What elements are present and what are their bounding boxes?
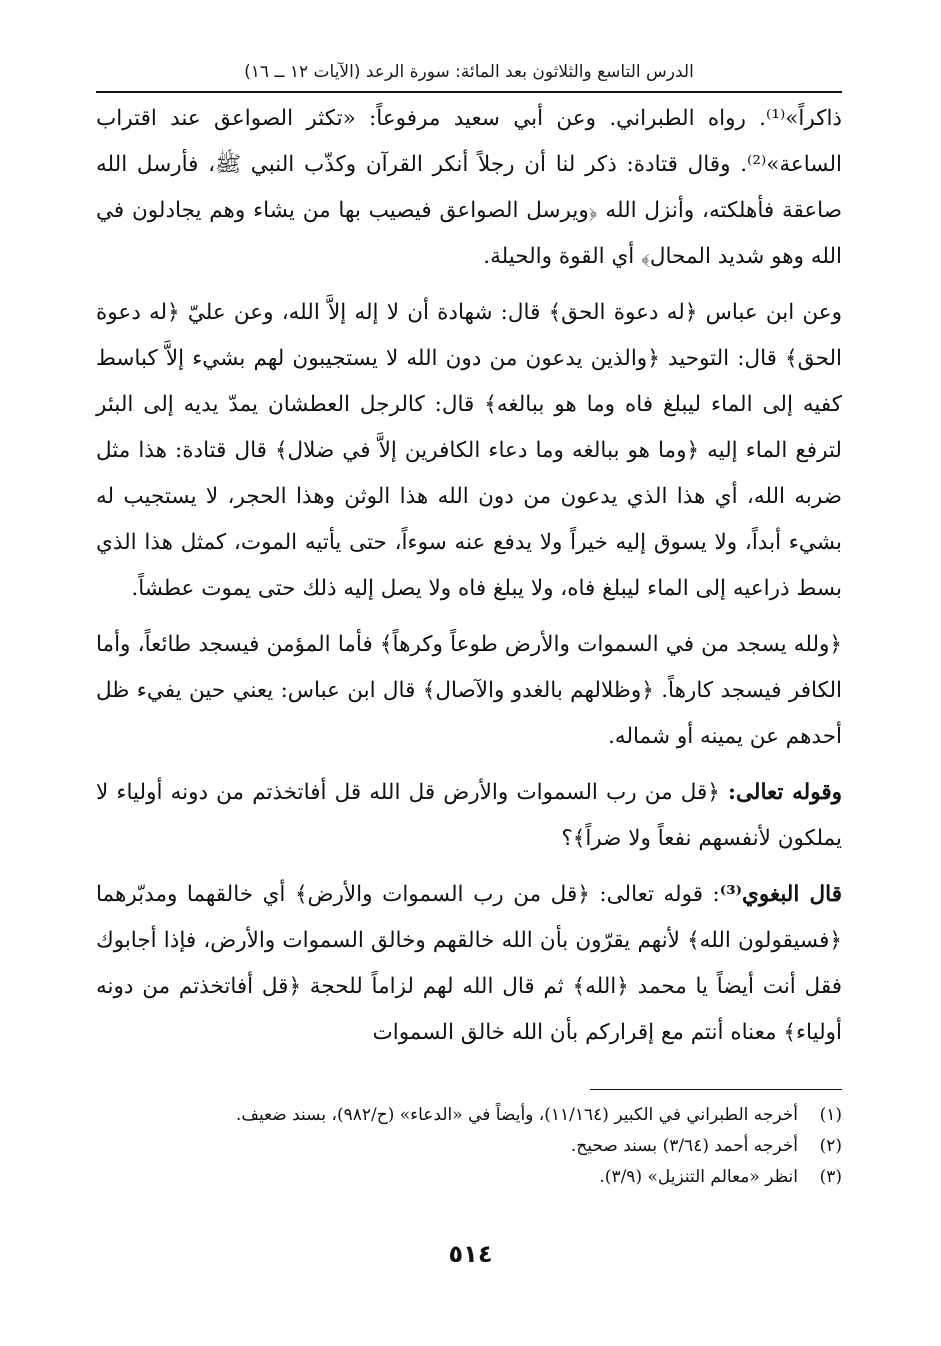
footnote-3-number: (٣): [819, 1167, 842, 1187]
paragraph-3: ﴿ولله يسجد من في السموات والأرض طوعاً وكرهاً﴾ فأما المؤمن فيسجد طائعاً، وأما الكافر فيسجد كارهاً. ﴿وظلالهم بالغدو والآصال﴾ قال ابن عباس: يعني حين يفيء ظل أحدهم عن يمينه أو شماله.: [96, 632, 842, 749]
footnote-1-text: أخرجه الطبراني في الكبير (١١/١٦٤)، وأيضاً في «الدعاء» (ح/٩٨٢)، بسند ضعيف.: [235, 1105, 798, 1125]
paragraph-5: [96, 872, 842, 1056]
main-text: [96, 96, 842, 1066]
paragraph-1: ذاكراً»⁽¹⁾. رواه الطبراني. وعن أبي سعيد مرفوعاً: «تكثر الصواعق عند اقتراب الساعة»⁽²⁾. وقال قتادة: ذكر لنا أن رجلاً أنكر القرآن وكذّب النبي ﷺ، فأرسل الله صاعقة فأهلكته، وأنزل الله ﴿ويرسل الصواعق فيصيب بها من يشاء وهم يجادلون في الله وهو شديد المحال﴾ أي القوة والحيلة.: [96, 106, 842, 269]
footnote-1-number: (١): [819, 1105, 842, 1125]
page-number: ٥١٤: [448, 1240, 493, 1268]
footnote-2-text: أخرجه أحمد (٣/٦٤) بسند صحيح.: [570, 1136, 798, 1156]
paragraph-5-lead: قال البغوي⁽³⁾: [719, 882, 842, 907]
paragraph-5-text: : قوله تعالى: ﴿قل من رب السموات والأرض﴾ أي خالقهما ومدبّرهما ﴿فسيقولون الله﴾ لأنهم يقرّون بأن الله خالقهم وخالق السموات والأرض، فإذا أجابوك فقل أنت أيضاً يا محمد ﴿الله﴾ ثم قال الله لهم لزاماً للحجة ﴿قل أفاتخذتم من دونه أولياء﴾ معناه أنتم مع إقراركم بأن الله خالق السموات: [96, 882, 842, 1045]
footnotes: [96, 1100, 842, 1193]
paragraph-4-text: ﴿قل من رب السموات والأرض قل الله قل أفاتخذتم من دونه أولياء لا يملكون لأنفسهم نفعاً ولا ضراً﴾؟: [96, 780, 842, 851]
paragraph-4-lead: وقوله تعالى:: [728, 780, 842, 805]
paragraph-2: وعن ابن عباس ﴿له دعوة الحق﴾ قال: شهادة أن لا إله إلاَّ الله، وعن عليّ ﴿له دعوة الحق﴾ قال: التوحيد ﴿والذين يدعون من دون الله لا يستجيبون لهم بشيء إلاَّ كباسط كفيه إلى الماء ليبلغ فاه وما هو ببالغه﴾ قال: كالرجل العطشان يمدّ يديه إلى البئر لترفع الماء إليه ﴿وما هو ببالغه وما دعاء الكافرين إلاَّ في ضلال﴾ قال قتادة: هذا مثل ضربه الله، أي هذا الذي يدعون من دون الله هذا الوثن وهذا الحجر، لا يستجيب له بشيء أبداً، ولا يسوق إليه خيراً ولا يدفع عنه سوءاً، حتى يأتيه الموت، كمثل هذا الذي بسط ذراعيه إلى الماء ليبلغ فاه، ولا يبلغ فاه ولا يصل إليه ذلك حتى يموت عطشاً.: [96, 300, 842, 601]
paragraph-4: [96, 770, 842, 862]
footnote-2: [96, 1131, 842, 1162]
footnote-rule: [590, 1089, 842, 1090]
footnote-3: [96, 1162, 842, 1193]
footnote-1: [96, 1100, 842, 1131]
header-rule: [96, 91, 842, 93]
footnote-2-number: (٢): [819, 1136, 842, 1156]
running-header: الدرس التاسع والثلاثون بعد المائة: سورة الرعد (الآيات ١٢ ــ ١٦): [244, 62, 694, 82]
footnote-3-text: انظر «معالم التنزيل» (٣/٩).: [599, 1167, 798, 1187]
